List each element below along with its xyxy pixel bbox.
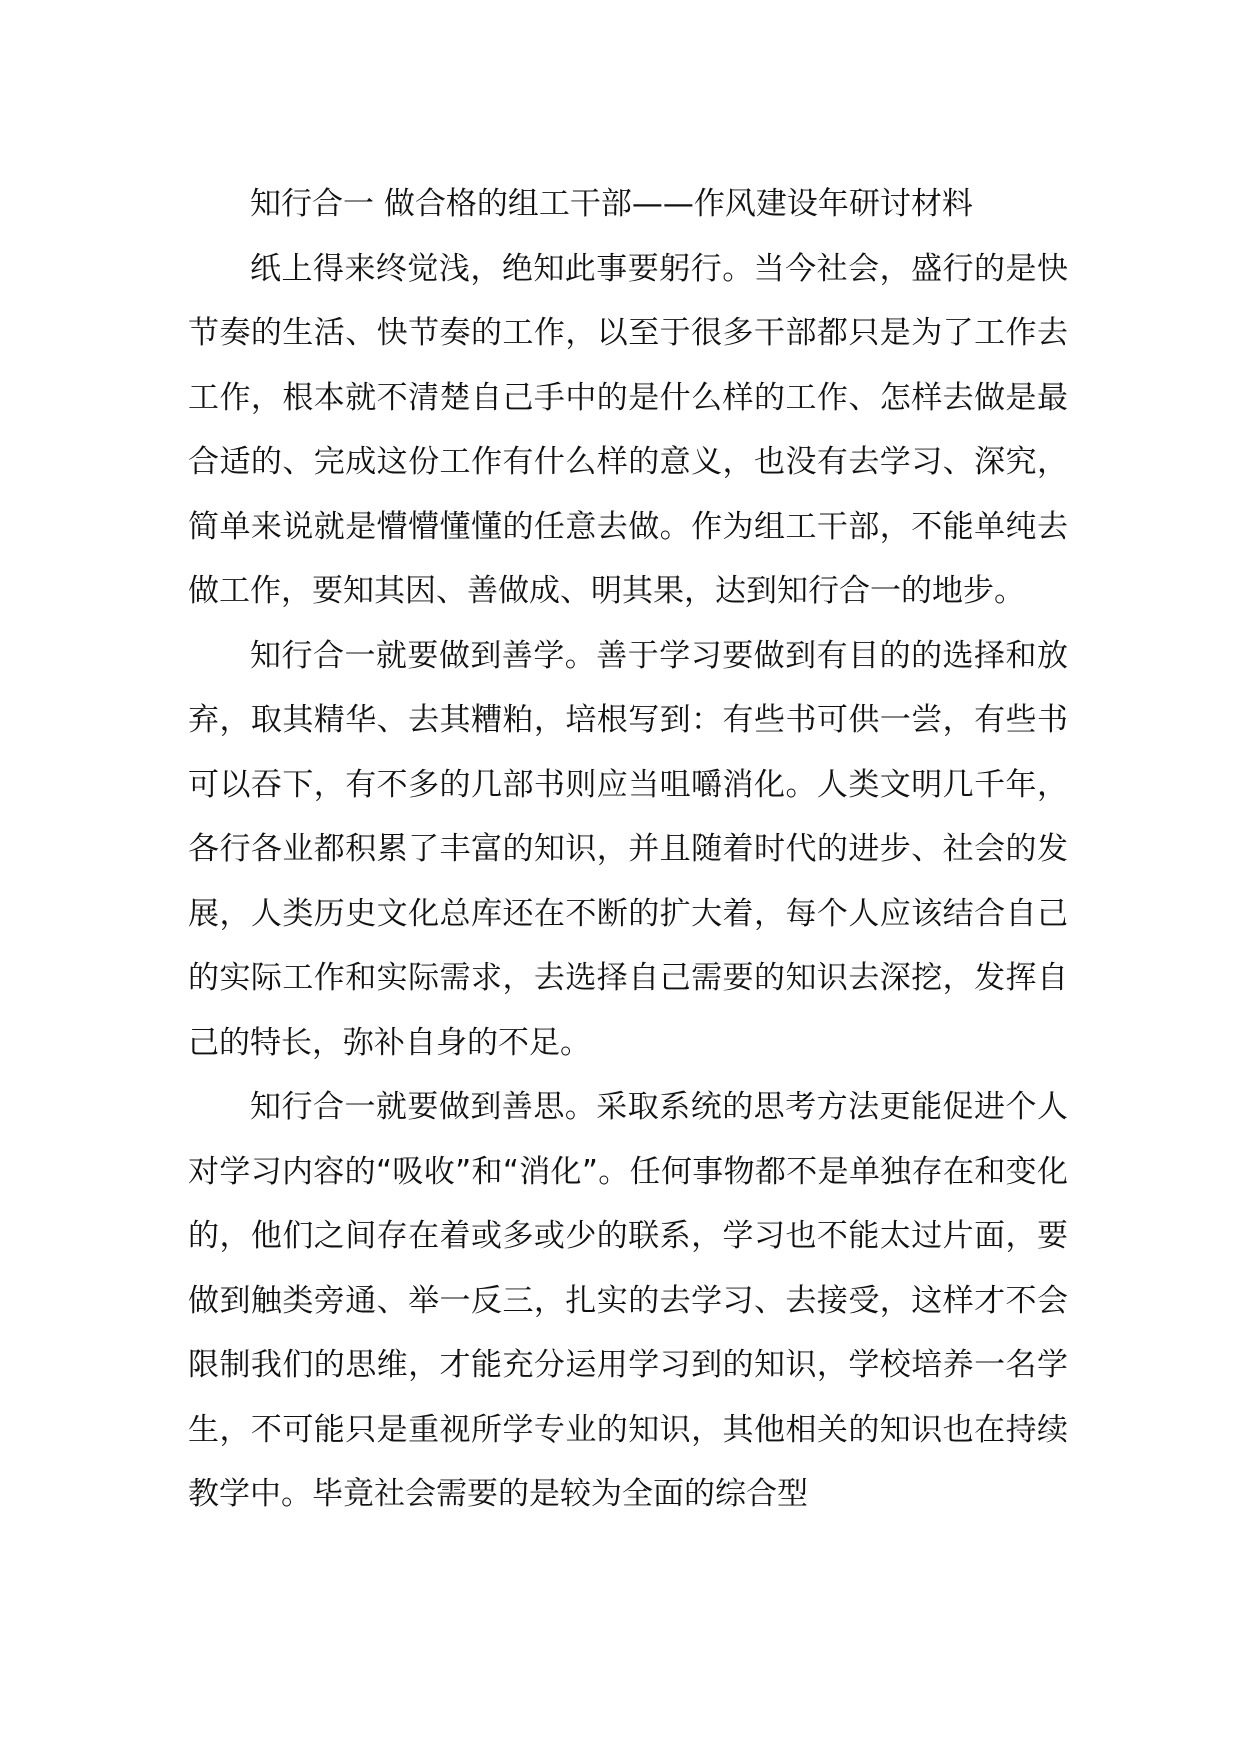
paragraph-3: 知行合一就要做到善思。采取系统的思考方法更能促进个人对学习内容的“吸收”和“消化”。任何事物都不是单独存在和变化的，他们之间存在着或多或少的联系，学习也不能太过片面，要做到触类旁通、举一反三，扎实的去学习、去接受，这样才不会限制我们的思维，才能充分运用学习到的知识，学校培养一名学生，不可能只是重视所学专业的知识，其他相关的知识也在持续教学中。毕竟社会需要的是较为全面的综合型: [188, 1089, 1068, 1512]
paragraph-1: 纸上得来终觉浅，绝知此事要躬行。当今社会，盛行的是快节奏的生活、快节奏的工作，以至于很多干部都只是为了工作去工作，根本就不清楚自己手中的是什么样的工作、怎样去做是最合适的、完成这份工作有什么样的意义，也没有去学习、深究，简单来说就是懵懵懂懂的任意去做。作为组工干部，不能单纯去做工作，要知其因、善做成、明其果，达到知行合一的地步。: [188, 250, 1068, 609]
document-body: [188, 172, 1068, 1527]
document-title: 知行合一 做合格的组工干部——作风建设年研讨材料: [250, 186, 973, 222]
paragraph-2: 知行合一就要做到善学。善于学习要做到有目的的选择和放弃，取其精华、去其糟粕，培根写到：有些书可供一尝，有些书可以吞下，有不多的几部书则应当咀嚼消化。人类文明几千年，各行各业都积累了丰富的知识，并且随着时代的进步、社会的发展，人类历史文化总库还在不断的扩大着，每个人应该结合自己的实际工作和实际需求，去选择自己需要的知识去深挖，发挥自己的特长，弥补自身的不足。: [188, 637, 1068, 1061]
